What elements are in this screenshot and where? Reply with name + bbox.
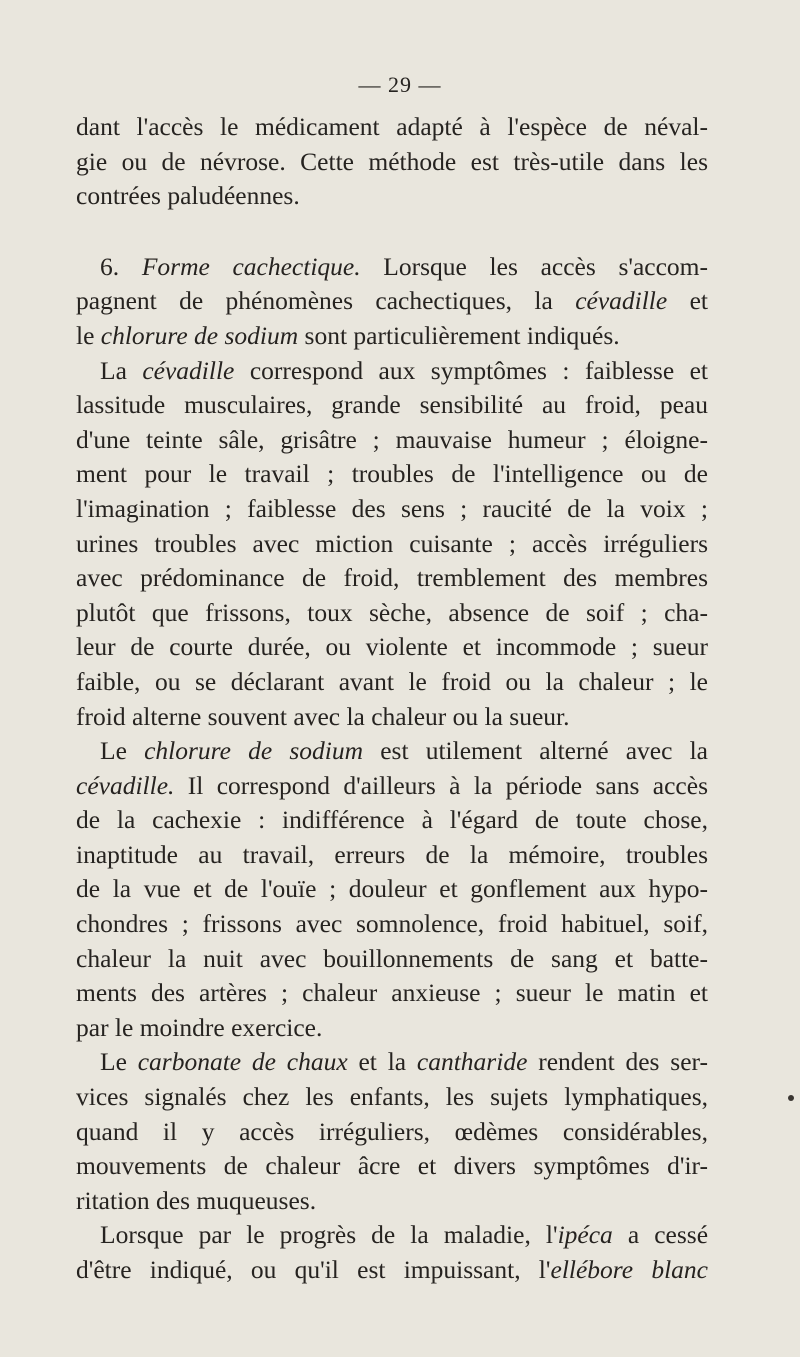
text-line xyxy=(76,319,708,354)
text-run: rendent des ser- xyxy=(527,1047,708,1077)
text-run: et la xyxy=(347,1047,417,1077)
text-line xyxy=(76,1253,708,1288)
paragraph-cevadille xyxy=(76,354,708,735)
body-text xyxy=(76,110,708,1288)
text-line: avec prédominance de froid, tremblement des membres xyxy=(76,563,708,593)
text-line xyxy=(76,769,708,804)
remedy-name: carbonate de chaux xyxy=(137,1047,348,1077)
paragraph-carbonate-de-chaux xyxy=(76,1045,708,1218)
text-line: inaptitude au travail, erreurs de la mémoire, troubles xyxy=(76,839,708,869)
text-run: pagnent de phénomènes cachectiques, la xyxy=(76,286,576,316)
text-line: mouvements de chaleur âcre et divers symptômes d'ir- xyxy=(76,1151,708,1181)
text-run: sont particulièrement indiqués. xyxy=(298,320,620,350)
text-run: Lorsque par le progrès de la maladie, l' xyxy=(100,1220,558,1250)
text-line xyxy=(76,354,708,389)
text-line: l'imagination ; faiblesse des sens ; raucité de la voix ; xyxy=(76,493,708,523)
remedy-name: cantharide xyxy=(416,1047,528,1077)
text-run: Le xyxy=(100,736,145,766)
text-line: ment pour le travail ; troubles de l'intelligence ou de xyxy=(76,459,708,489)
remedy-name: ipéca xyxy=(557,1220,613,1250)
text-line xyxy=(76,1218,708,1253)
remedy-name: chlorure de sodium xyxy=(100,320,299,350)
section-heading: Forme cachectique. xyxy=(141,251,361,281)
remedy-name: ellébore blanc xyxy=(550,1255,708,1284)
text-run: le xyxy=(76,320,101,350)
text-line xyxy=(76,1045,708,1080)
paper-speck xyxy=(788,1095,794,1101)
section-gap xyxy=(76,214,708,250)
text-line: chaleur la nuit avec bouillonnements de sang et batte- xyxy=(76,943,708,973)
text-line: plutôt que frissons, toux sèche, absence de soif ; cha- xyxy=(76,597,708,627)
text-line: par le moindre exercice. xyxy=(76,1012,323,1042)
text-run: Il correspond d'ailleurs à la période sans accès xyxy=(174,770,708,800)
text-line: quand il y accès irréguliers, œdèmes considérables, xyxy=(76,1116,708,1146)
text-line: ritation des muqueuses. xyxy=(76,1185,317,1215)
paragraph-forme-cachectique xyxy=(76,250,708,354)
text-run: et xyxy=(667,286,709,316)
text-line: lassitude musculaires, grande sensibilité au froid, peau xyxy=(76,390,708,420)
remedy-name: cévadille. xyxy=(76,770,175,800)
text-line: leur de courte durée, ou violente et incommode ; sueur xyxy=(76,632,708,662)
text-line: faible, ou se déclarant avant le froid ou la chaleur ; le xyxy=(76,666,708,696)
text-run: a cessé xyxy=(612,1220,709,1250)
text-run: Le xyxy=(100,1047,138,1077)
text-line xyxy=(76,250,708,285)
text-line: chondres ; frissons avec somnolence, froid habituel, soif, xyxy=(76,909,708,939)
text-run: est utilement alterné avec la xyxy=(363,736,709,766)
text-line: urines troubles avec miction cuisante ; accès irréguliers xyxy=(76,528,708,558)
text-run: correspond aux symptômes : faiblesse et xyxy=(234,355,708,385)
text-line: dant l'accès le médicament adapté à l'espèce de néval- xyxy=(76,112,708,141)
text-line: gie ou de névrose. Cette méthode est très-utile dans les xyxy=(76,146,708,176)
text-line: d'une teinte sâle, grisâtre ; mauvaise humeur ; éloigne- xyxy=(76,424,708,454)
remedy-name: chlorure de sodium xyxy=(144,736,364,766)
text-run: d'être indiqué, ou qu'il est impuissant, l' xyxy=(76,1255,551,1284)
text-run: Lorsque les accès s'accom- xyxy=(360,251,708,281)
text-line: contrées paludéennes. xyxy=(76,181,300,211)
text-run: La xyxy=(100,355,143,385)
text-line xyxy=(76,284,708,319)
paragraph-continuation xyxy=(76,110,708,214)
text-line: froid alterne souvent avec la chaleur ou la sueur. xyxy=(76,701,570,731)
paragraph-progres-maladie xyxy=(76,1218,708,1287)
paragraph-chlorure-de-sodium xyxy=(76,734,708,1045)
text-line: de la vue et de l'ouïe ; douleur et gonflement aux hypo- xyxy=(76,874,708,904)
remedy-name: cévadille xyxy=(575,286,668,316)
remedy-name: cévadille xyxy=(142,355,235,385)
section-number: 6. xyxy=(100,251,142,281)
page-number: — 29 — xyxy=(358,72,442,97)
text-line: ments des artères ; chaleur anxieuse ; sueur le matin et xyxy=(76,978,708,1008)
text-line: de la cachexie : indifférence à l'égard de toute chose, xyxy=(76,805,708,835)
text-line: vices signalés chez les enfants, les sujets lymphatiques, xyxy=(76,1082,708,1112)
text-line xyxy=(76,734,708,769)
